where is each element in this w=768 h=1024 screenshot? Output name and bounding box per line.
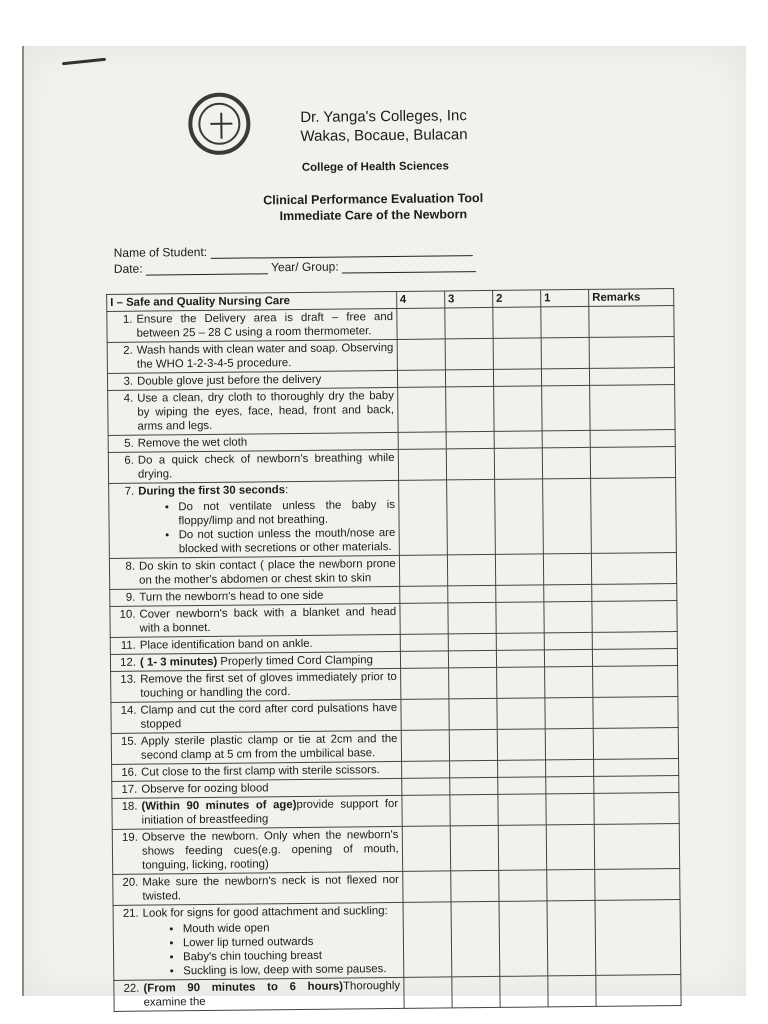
remarks-cell[interactable] <box>593 728 678 760</box>
item-number: 1. <box>122 313 133 326</box>
score-cell[interactable] <box>448 602 496 634</box>
item-emphasis: ( 1- 3 minutes) <box>139 655 218 669</box>
table-row <box>112 824 679 875</box>
score-cell[interactable] <box>541 306 589 338</box>
score-cell[interactable] <box>543 553 591 585</box>
item-number: 16. <box>121 766 138 779</box>
item-text: Do a quick check of newborn's breathing while drying. <box>137 451 395 481</box>
criteria-rows <box>107 306 681 1012</box>
item-text: Place identification band on ankle. <box>139 637 313 652</box>
score-cell[interactable] <box>493 369 541 387</box>
score-header: 1 <box>541 289 589 307</box>
score-cell[interactable] <box>499 901 548 976</box>
remarks-cell[interactable] <box>589 306 674 338</box>
item-text: Cut close to the first clamp with sterile scissors. <box>141 764 380 779</box>
item-text: Thoroughly examine the <box>143 979 401 1009</box>
evaluation-form <box>104 84 690 1012</box>
score-cell[interactable] <box>450 870 498 902</box>
table-row <box>113 900 681 981</box>
item-bullets <box>138 498 395 557</box>
item-emphasis: (Within 90 minutes of age) <box>141 799 297 813</box>
remarks-cell[interactable] <box>592 632 677 650</box>
item-number: 12. <box>120 656 137 669</box>
score-cell[interactable] <box>494 431 542 449</box>
table-row <box>114 975 681 1012</box>
criterion-cell <box>109 555 399 589</box>
score-cell[interactable] <box>450 794 498 826</box>
criterion-cell <box>113 902 403 980</box>
score-cell[interactable] <box>495 554 543 586</box>
item-number: 15. <box>120 735 137 748</box>
score-cell[interactable] <box>397 339 445 371</box>
remarks-cell[interactable] <box>593 666 678 698</box>
score-cell[interactable] <box>403 977 451 1009</box>
date-blank[interactable] <box>146 261 268 275</box>
score-header: 4 <box>396 291 444 309</box>
score-cell[interactable] <box>400 668 448 700</box>
score-cell[interactable] <box>449 729 497 761</box>
remarks-cell[interactable] <box>594 793 679 825</box>
score-cell[interactable] <box>546 793 594 825</box>
item-number: 22. <box>123 982 140 995</box>
item-text: Do skin to skin contact ( place the newborn prone on the mother's abdomen or chest skin to skin <box>138 557 396 587</box>
remarks-cell[interactable] <box>594 776 679 794</box>
score-cell[interactable] <box>493 386 542 432</box>
score-cell[interactable] <box>402 795 450 827</box>
form-title-line-1: Clinical Performance Evaluation Tool <box>263 191 484 208</box>
table-row <box>109 478 677 559</box>
criterion-cell <box>107 308 397 342</box>
item-text: Apply sterile plastic clamp or tie at 2cm and the second clamp at 5 cm from the umbilical base. <box>140 732 398 762</box>
remarks-cell[interactable] <box>590 430 675 448</box>
item-number: 2. <box>123 344 133 357</box>
item-number: 3. <box>123 375 134 388</box>
remarks-cell[interactable] <box>592 601 677 633</box>
score-cell[interactable] <box>544 601 592 633</box>
score-cell[interactable] <box>449 698 497 730</box>
remarks-cell[interactable] <box>592 584 677 602</box>
score-cell[interactable] <box>497 698 545 730</box>
remarks-cell[interactable] <box>589 368 674 386</box>
score-cell[interactable] <box>401 761 449 779</box>
name-label: Name of Student: <box>113 244 208 260</box>
item-text: Remove the first set of gloves immediately prior to touching or handling the cord. <box>140 670 397 700</box>
score-cell[interactable] <box>496 667 544 699</box>
score-cell[interactable] <box>401 778 449 796</box>
remarks-cell[interactable] <box>593 697 678 729</box>
score-header: 2 <box>492 290 540 308</box>
remarks-cell[interactable] <box>594 759 679 777</box>
item-text: Use a clean, dry cloth to thoroughly dry the baby by wiping the eyes, face, head, front and back, arms and legs. <box>137 389 395 433</box>
score-cell[interactable] <box>446 448 494 480</box>
score-cell[interactable] <box>448 650 496 668</box>
score-cell[interactable] <box>449 760 497 778</box>
remarks-cell[interactable] <box>590 447 675 479</box>
score-cell[interactable] <box>451 901 500 976</box>
item-text: Ensure the Delivery area is draft – free and between 25 – 28 C using a room thermometer. <box>136 310 394 340</box>
criterion-cell <box>109 480 399 558</box>
score-cell[interactable] <box>497 760 545 778</box>
score-cell[interactable] <box>396 308 444 340</box>
item-number: 18. <box>121 800 138 813</box>
bullet-item: • Lower lip turned outwards <box>183 934 400 950</box>
score-cell[interactable] <box>497 729 545 761</box>
item-text: Double glove just before the delivery <box>136 373 322 388</box>
item-text: Look for signs for good attachment and suckling: <box>142 905 388 920</box>
item-text: Observe the newborn. Only when the newborn's shows feeding cues(e.g. opening of mouth, tonguing, licking, rooting) <box>141 828 399 872</box>
score-cell[interactable] <box>401 730 449 762</box>
org-address: Wakas, Bocaue, Bulacan <box>300 126 468 145</box>
score-cell[interactable] <box>449 777 497 795</box>
score-cell[interactable] <box>544 666 592 698</box>
remarks-cell[interactable] <box>596 975 681 1007</box>
remarks-cell[interactable] <box>595 900 681 976</box>
criterion-cell <box>111 699 401 733</box>
score-cell[interactable] <box>542 385 591 431</box>
item-text: Remove the wet cloth <box>137 436 248 450</box>
criterion-cell <box>112 795 402 829</box>
remarks-cell[interactable] <box>589 337 674 369</box>
score-cell[interactable] <box>399 555 447 587</box>
score-cell[interactable] <box>542 430 590 448</box>
college-name: College of Health Sciences <box>301 160 449 174</box>
item-emphasis: (From 90 minutes to 6 hours) <box>143 980 344 995</box>
item-number: 21. <box>122 907 139 920</box>
score-cell[interactable] <box>545 697 593 729</box>
item-number: 19. <box>121 831 138 844</box>
item-number: 5. <box>124 437 134 450</box>
remarks-cell[interactable] <box>590 385 675 431</box>
score-cell[interactable] <box>493 307 541 339</box>
student-fields <box>106 240 682 294</box>
score-cell[interactable] <box>448 667 496 699</box>
score-cell[interactable] <box>402 826 451 872</box>
item-number: 17. <box>121 783 138 796</box>
score-cell[interactable] <box>446 431 494 449</box>
score-cell[interactable] <box>496 633 544 651</box>
score-cell[interactable] <box>400 651 448 669</box>
criterion-cell <box>108 449 398 483</box>
score-cell[interactable] <box>397 370 445 388</box>
score-cell[interactable] <box>498 825 547 871</box>
score-cell[interactable] <box>448 633 496 651</box>
score-cell[interactable] <box>546 824 595 870</box>
score-cell[interactable] <box>493 338 541 370</box>
score-cell[interactable] <box>446 479 495 554</box>
bullet-item: • Do not ventilate unless the baby is floppy/limp and not breathing. <box>178 498 395 528</box>
date-label: Date: <box>113 261 143 276</box>
criterion-cell <box>114 977 404 1011</box>
org-block <box>300 106 467 146</box>
group-label: Year/ Group: <box>270 259 339 275</box>
remarks-header: Remarks <box>589 289 674 307</box>
score-cell[interactable] <box>445 369 493 387</box>
item-text: Cover newborn's back with a blanket and head with a bonnet. <box>139 605 397 635</box>
criterion-cell <box>112 826 402 874</box>
form-title <box>105 188 641 226</box>
item-text: Wash hands with clean water and soap. Observing the WHO 1-2-3-4-5 procedure. <box>136 341 394 371</box>
evaluation-table <box>106 288 681 1012</box>
score-cell[interactable] <box>399 586 447 604</box>
score-cell[interactable] <box>445 338 493 370</box>
section-header: I – Safe and Quality Nursing Care <box>107 291 397 311</box>
score-cell[interactable] <box>498 777 546 795</box>
score-cell[interactable] <box>452 976 500 1008</box>
item-number: 7. <box>124 485 135 498</box>
score-cell[interactable] <box>541 337 589 369</box>
score-cell[interactable] <box>403 902 452 977</box>
score-cell[interactable] <box>547 900 596 975</box>
item-number: 14. <box>120 704 137 717</box>
criterion-cell <box>113 871 403 905</box>
remarks-cell[interactable] <box>591 478 677 554</box>
item-text: Observe for oozing blood <box>141 782 269 796</box>
criterion-cell <box>111 730 401 764</box>
criterion-cell <box>110 603 400 637</box>
score-cell[interactable] <box>547 869 595 901</box>
score-cell[interactable] <box>450 825 499 871</box>
score-cell[interactable] <box>545 728 593 760</box>
name-blank[interactable] <box>210 243 472 259</box>
score-cell[interactable] <box>542 447 590 479</box>
item-text: Clamp and cut the cord after cord pulsations have stopped <box>140 701 398 731</box>
criterion-cell <box>108 387 398 435</box>
score-cell[interactable] <box>400 603 448 635</box>
score-cell[interactable] <box>494 448 542 480</box>
score-cell[interactable] <box>397 387 446 433</box>
college-seal-icon <box>188 92 251 155</box>
item-emphasis: During the first 30 seconds <box>138 484 286 498</box>
score-header: 3 <box>444 290 492 308</box>
remarks-cell[interactable] <box>591 553 676 585</box>
criterion-cell <box>111 668 401 702</box>
score-cell[interactable] <box>398 432 446 450</box>
score-cell[interactable] <box>401 699 449 731</box>
binding-edge <box>22 46 24 996</box>
group-blank[interactable] <box>342 259 476 273</box>
form-title-line-2: Immediate Care of the Newborn <box>279 207 468 224</box>
score-cell[interactable] <box>500 976 548 1008</box>
item-number: 11. <box>120 639 136 652</box>
score-cell[interactable] <box>548 975 596 1007</box>
item-number: 6. <box>124 454 134 467</box>
score-cell[interactable] <box>541 368 589 386</box>
table-row <box>108 385 675 436</box>
score-cell[interactable] <box>398 480 447 555</box>
score-cell[interactable] <box>544 649 592 667</box>
score-cell[interactable] <box>494 479 543 554</box>
bullet-item: • Baby's chin touching breast <box>183 948 400 964</box>
score-cell[interactable] <box>402 871 450 903</box>
score-cell[interactable] <box>496 650 544 668</box>
org-name: Dr. Yanga's Colleges, Inc <box>300 107 467 126</box>
item-number: 8. <box>125 560 136 573</box>
item-text: provide support for initiation of breastfeeding <box>141 797 399 827</box>
score-cell[interactable] <box>445 307 493 339</box>
item-text: Make sure the newborn's neck is not flexed nor twisted. <box>142 873 399 903</box>
score-cell[interactable] <box>445 386 494 432</box>
form-header <box>104 84 681 222</box>
item-text: Properly timed Cord Clamping <box>217 654 374 668</box>
score-cell[interactable] <box>400 634 448 652</box>
score-cell[interactable] <box>545 759 593 777</box>
score-cell[interactable] <box>544 584 592 602</box>
score-cell[interactable] <box>447 554 495 586</box>
item-number: 4. <box>123 392 134 405</box>
remarks-cell[interactable] <box>592 649 677 667</box>
item-text: : <box>284 484 289 497</box>
item-number: 13. <box>120 673 137 686</box>
item-number: 20. <box>122 876 139 889</box>
score-cell[interactable] <box>546 776 594 794</box>
bullet-item: • Mouth wide open <box>183 920 400 936</box>
score-cell[interactable] <box>498 794 546 826</box>
bullet-item: • Suckling is low, deep with some pauses. <box>183 962 400 978</box>
score-cell[interactable] <box>496 585 544 603</box>
item-bullets <box>143 920 400 979</box>
score-cell[interactable] <box>499 870 547 902</box>
remarks-cell[interactable] <box>595 869 680 901</box>
score-cell[interactable] <box>496 602 544 634</box>
score-cell[interactable] <box>544 632 592 650</box>
criterion-cell <box>107 339 397 373</box>
score-cell[interactable] <box>398 449 446 481</box>
score-cell[interactable] <box>543 478 592 553</box>
item-number: 10. <box>119 608 136 621</box>
remarks-cell[interactable] <box>594 824 679 870</box>
score-cell[interactable] <box>447 585 495 603</box>
bullet-item: • Do not suction unless the mouth/nose are blocked with secretions or other materials. <box>179 526 396 556</box>
item-text: Turn the newborn's head to one side <box>139 589 324 604</box>
item-number: 9. <box>125 591 136 604</box>
